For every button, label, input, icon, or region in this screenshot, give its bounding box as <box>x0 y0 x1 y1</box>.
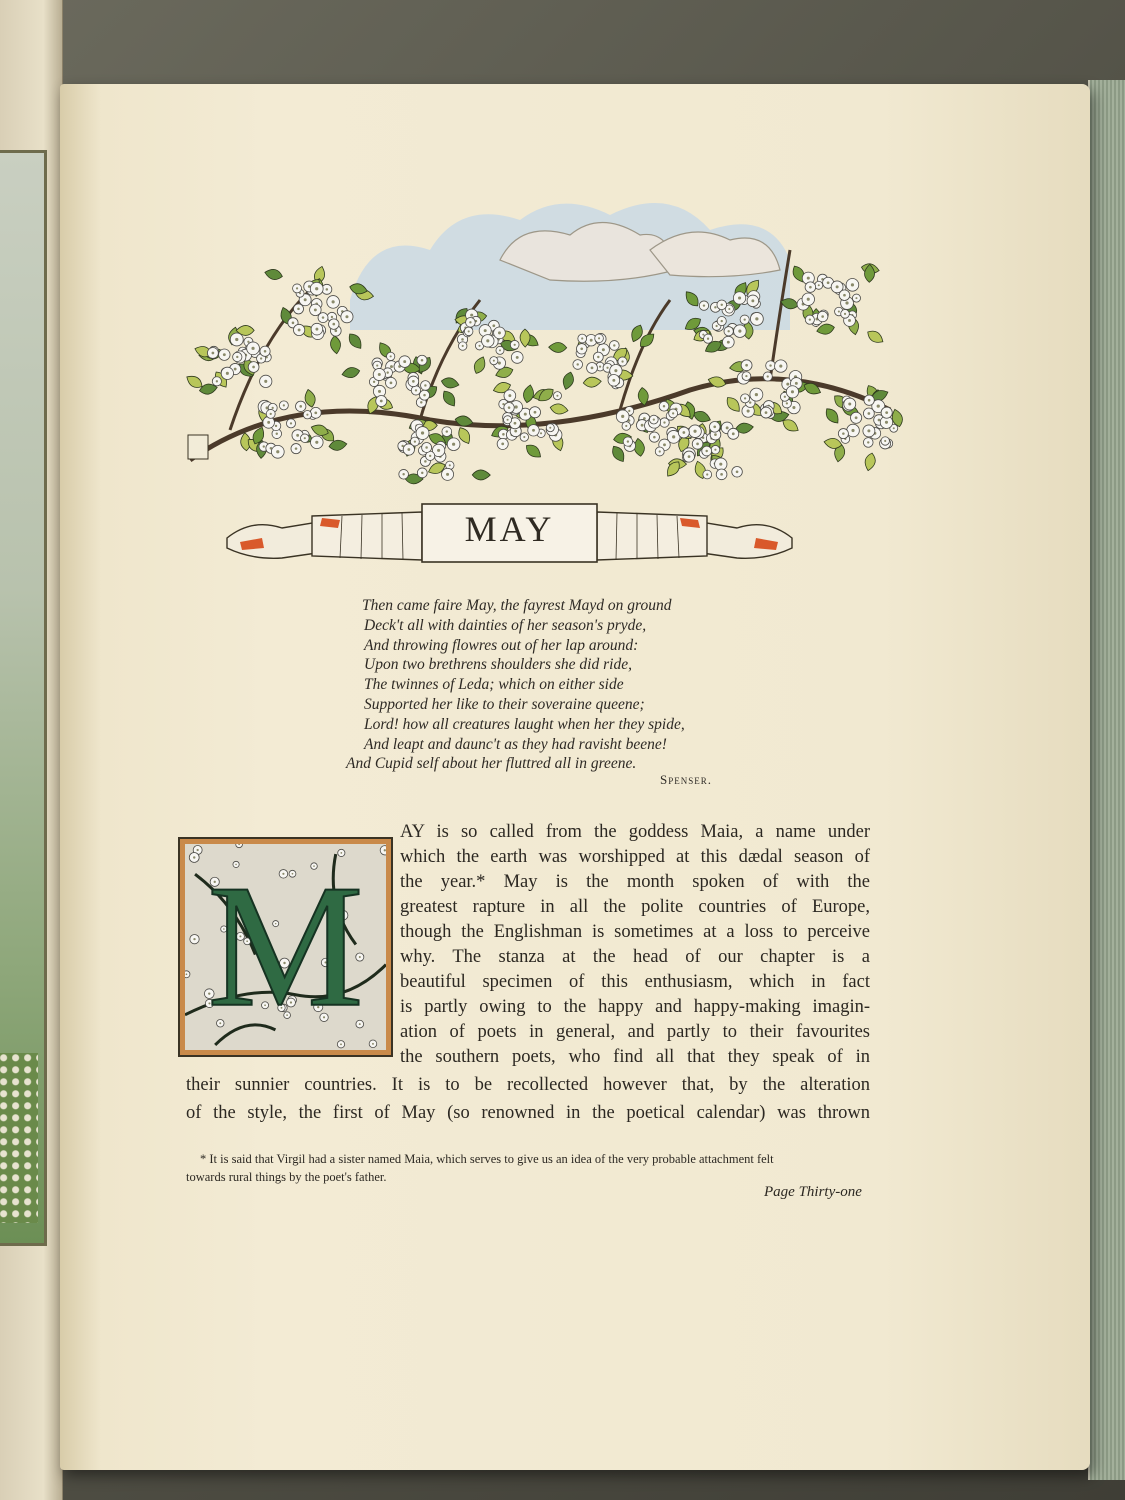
body-line: ation of poets in general, and partly to their favourites <box>400 1022 870 1042</box>
poem-attribution: Spenser. <box>660 772 712 787</box>
body-line: AY is so called from the goddess Maia, a name under <box>400 822 870 842</box>
body-line: is partly owing to the happy and happy-making imagin- <box>400 997 870 1017</box>
poem-line: Then came faire May, the fayrest Mayd on ground <box>362 597 672 614</box>
drop-cap-letter: M <box>207 848 364 1044</box>
body-line: the southern poets, who find all that they speak of in <box>400 1047 870 1067</box>
month-banner <box>222 498 797 570</box>
left-page-edge <box>0 0 63 1500</box>
body-line: which the earth was worshipped at this dædal season of <box>400 847 870 867</box>
page-number: Page Thirty-one <box>764 1184 862 1200</box>
poem-line: And Cupid self about her fluttred all in greene. <box>346 755 637 773</box>
poem-line: The twinnes of Leda; which on either side <box>364 676 624 694</box>
illuminated-drop-cap <box>178 837 393 1057</box>
poem-line: And throwing flowres out of her lap around: <box>364 636 639 654</box>
footnote-line: towards rural things by the poet's father. <box>186 1170 387 1184</box>
poem-line: Upon two brethrens shoulders she did ride, <box>364 656 632 674</box>
epigraph-poem <box>340 596 740 774</box>
banner-title: MAY <box>464 509 555 549</box>
body-line: greatest rapture in all the polite countries of Europe, <box>400 897 870 917</box>
left-page-plate-illustration <box>0 150 47 1246</box>
body-line: the year.* May is the month spoken of with the <box>400 872 870 892</box>
poem-line: Lord! how all creatures laught when her they spide, <box>364 715 685 733</box>
body-line: of the style, the first of May (so renowned in the poetical calendar) was thrown <box>186 1103 870 1123</box>
body-line: their sunnier countries. It is to be recollected however that, by the alteration <box>186 1075 870 1095</box>
book-cover-edge <box>1088 80 1125 1480</box>
poem-line: Deck't all with dainties of her season's pryde, <box>364 616 647 634</box>
body-line: beautiful specimen of this enthusiasm, which in fact <box>400 972 870 992</box>
poem-line: And leapt and daunc't as they had ravisht beene! <box>364 735 667 753</box>
footnote <box>186 1150 876 1186</box>
body-line: why. The stanza at the head of our chapter is a <box>400 947 870 967</box>
body-line: though the Englishman is sometimes at a loss to perceive <box>400 922 870 942</box>
hawthorn-illustration <box>170 190 915 495</box>
poem-line: Supported her like to their soveraine queene; <box>364 695 645 713</box>
footnote-line: * It is said that Virgil had a sister named Maia, which serves to give us an idea of the very probable attachment felt <box>200 1152 774 1166</box>
